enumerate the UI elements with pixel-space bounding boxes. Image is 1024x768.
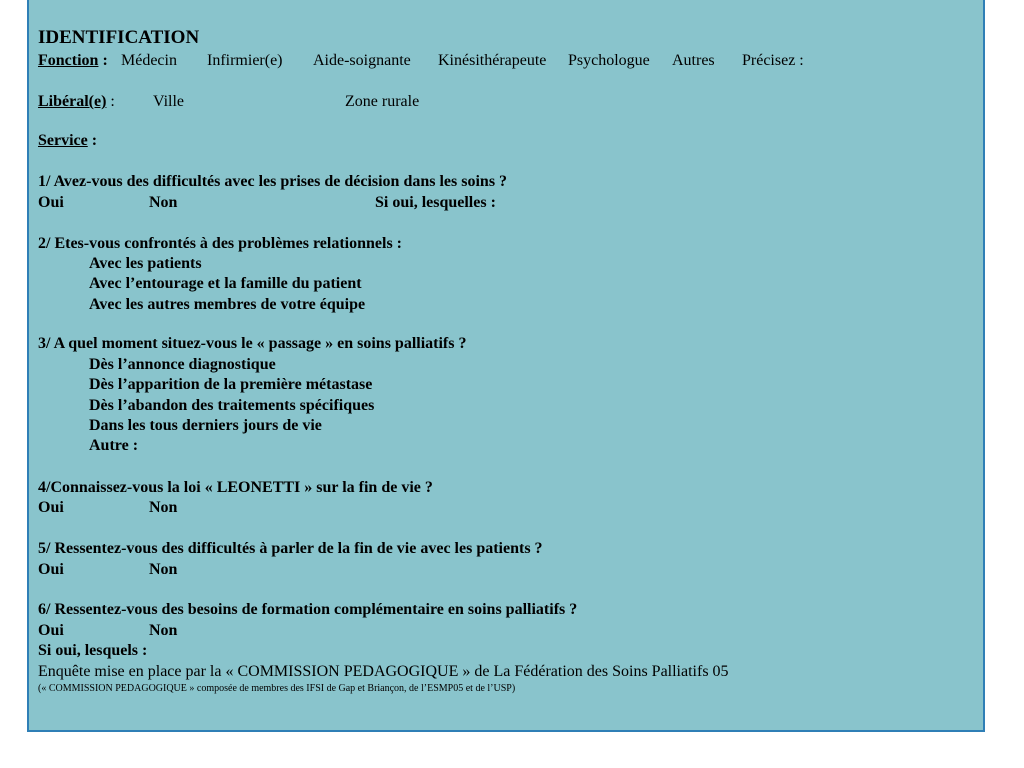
fonction-option-autres: Autres [672,52,715,69]
q6-question: 6/ Ressentez-vous des besoins de formation complémentaire en soins palliatifs ? [38,601,578,618]
fonction-option-infirmier: Infirmier(e) [207,52,283,69]
q2-option-equipe: Avec les autres membres de votre équipe [89,296,366,313]
q6-followup: Si oui, lesquels : [38,642,148,659]
q4-oui: Oui [38,499,64,516]
fonction-option-medecin: Médecin [121,52,177,69]
liberal-option-ville: Ville [153,93,185,110]
q3-option-metastase: Dès l’apparition de la première métastase [89,376,373,393]
q6-oui: Oui [38,622,64,639]
q5-oui: Oui [38,561,64,578]
q2-question: 2/ Etes-vous confrontés à des problèmes relationnels : [38,235,402,252]
survey-note: Enquête mise en place par la « COMMISSION PEDAGOGIQUE » de La Fédération des Soins Palliatifs 05 [38,663,729,680]
service-colon: : [87,132,98,149]
q2-option-entourage: Avec l’entourage et la famille du patient [89,275,362,292]
composition-note: (« COMMISSION PEDAGOGIQUE » composée de membres des IFSI de Gap et Briançon, de l’ESMP05 et de l’USP) [38,683,516,694]
liberal-line [38,92,115,112]
q5-question: 5/ Ressentez-vous des difficultés à parler de la fin de vie avec les patients ? [38,540,543,557]
q3-option-abandon: Dès l’abandon des traitements spécifiques [89,397,375,414]
q6-non: Non [149,622,178,639]
q4-non: Non [149,499,178,516]
fonction-option-aide-soignante: Aide-soignante [313,52,411,69]
q1-followup: Si oui, lesquelles : [375,194,496,211]
fonction-label: Fonction [38,52,99,69]
liberal-colon: : [106,93,115,110]
identification-title: IDENTIFICATION [38,27,200,48]
q1-question: 1/ Avez-vous des difficultés avec les prises de décision dans les soins ? [38,173,508,190]
q1-non: Non [149,194,178,211]
q4-question: 4/Connaissez-vous la loi « LEONETTI » sur la fin de vie ? [38,479,433,496]
service-label: Service [38,132,88,149]
service-line [38,131,97,151]
fonction-colon: : [98,52,108,69]
fonction-option-psychologue: Psychologue [568,52,650,69]
q3-question: 3/ A quel moment situez-vous le « passage » en soins palliatifs ? [38,335,467,352]
liberal-label: Libéral(e) [38,93,107,110]
q3-option-autre: Autre : [89,437,139,454]
fonction-line [38,51,108,71]
q5-non: Non [149,561,178,578]
q2-option-patients: Avec les patients [89,255,202,272]
liberal-option-zone-rurale: Zone rurale [345,93,420,110]
fonction-option-precisez: Précisez : [742,52,804,69]
fonction-option-kinesitherapeute: Kinésithérapeute [438,52,547,69]
q3-option-derniers-jours: Dans les tous derniers jours de vie [89,417,322,434]
q3-option-annonce: Dès l’annonce diagnostique [89,356,276,373]
q1-oui: Oui [38,194,64,211]
